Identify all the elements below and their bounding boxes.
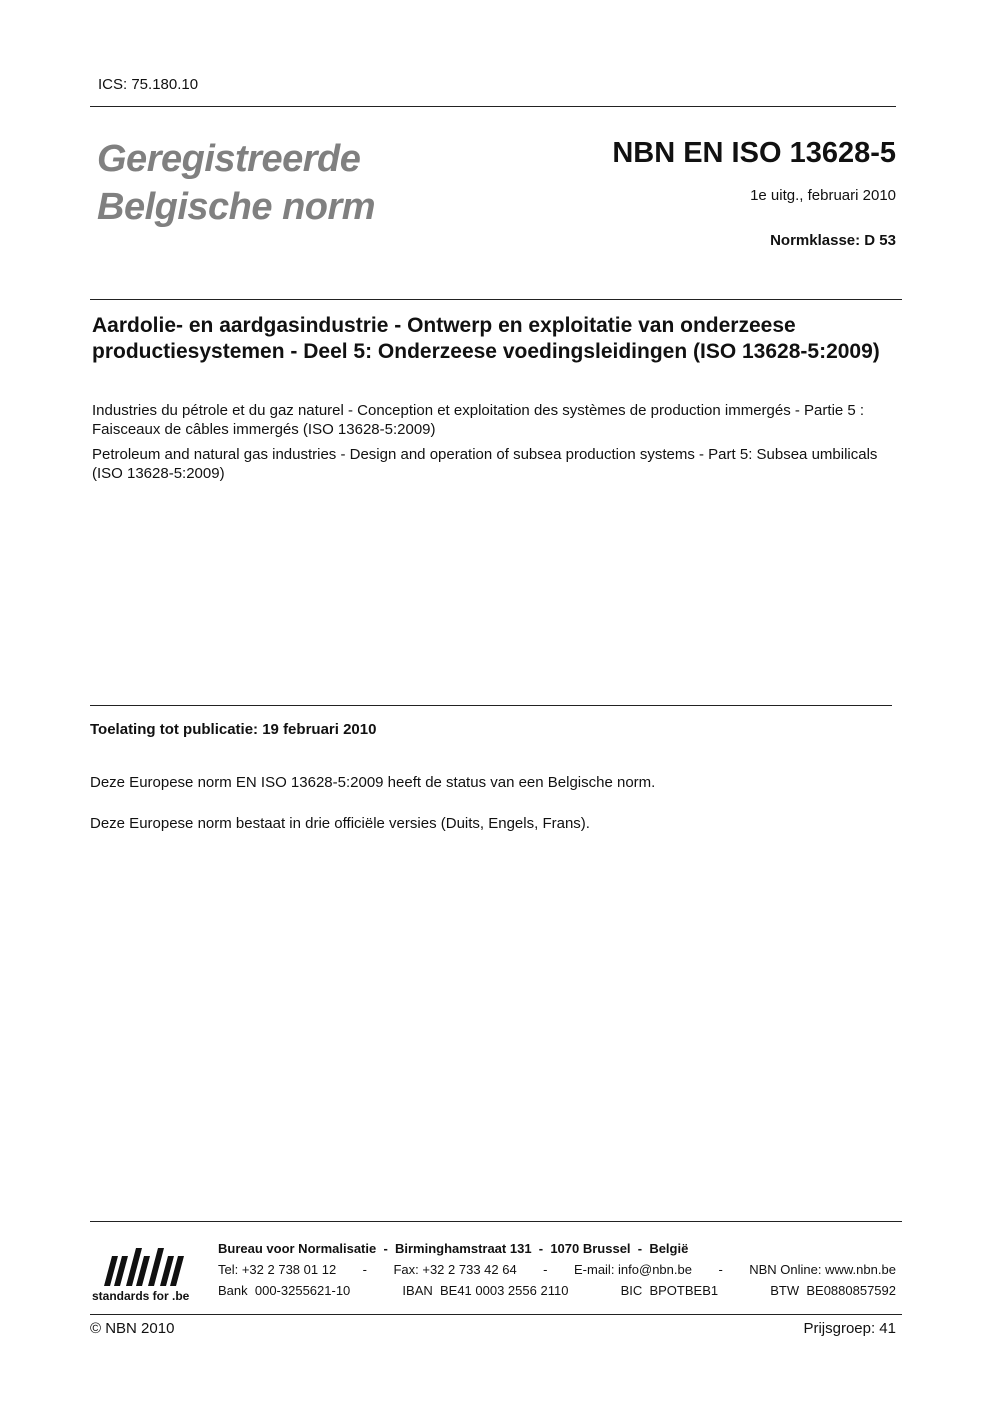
logo-tagline: standards for .be <box>92 1289 190 1303</box>
footer-iban: IBAN BE41 0003 2556 2110 <box>402 1283 569 1298</box>
nbn-logo-mark <box>90 1246 204 1304</box>
top-rule <box>90 106 896 107</box>
title-top-rule <box>90 299 902 300</box>
footer-bank <box>218 1283 896 1298</box>
nbn-logo <box>90 1246 204 1304</box>
footer-top-rule <box>90 1221 902 1222</box>
footer-email: E-mail: info@nbn.be <box>573 1262 692 1277</box>
title-dutch: Aardolie- en aardgasindustrie - Ontwerp en exploitatie van onderzeese productiesystemen - Deel 5: Onderzeese voedingsleidingen (ISO 13628-5:2009) <box>92 314 880 363</box>
footer-address: Bureau voor Normalisatie - Birminghamstraat 131 - 1070 Brussel - België <box>218 1241 689 1256</box>
title-english: Petroleum and natural gas industries - Design and operation of subsea production systems - Part 5: Subsea umbilicals (ISO 13628-5:2009) <box>92 446 878 482</box>
footer-sep: - <box>543 1262 548 1277</box>
footer-sep: - <box>362 1262 367 1277</box>
footer-fax: Fax: +32 2 733 42 64 <box>393 1262 517 1277</box>
footer-contact <box>218 1262 896 1277</box>
footer-sep: - <box>718 1262 723 1277</box>
standard-number: NBN EN ISO 13628-5 <box>612 137 896 169</box>
body-top-rule <box>90 705 892 706</box>
footer-online: NBN Online: www.nbn.be <box>749 1262 896 1277</box>
footer-bank-account: Bank 000-3255621-10 <box>218 1283 351 1298</box>
publication-approval: Toelating tot publicatie: 19 februari 2010 <box>90 721 377 738</box>
title-french: Industries du pétrole et du gaz naturel - Conception et exploitation des systèmes de production immergés - Partie 5 : Faisceaux de câbles immergés (ISO 13628-5:2009) <box>92 402 865 438</box>
registered-standard-label-line2: Belgische norm <box>97 186 376 228</box>
footer-tel: Tel: +32 2 738 01 12 <box>218 1262 337 1277</box>
edition-date: 1e uitg., februari 2010 <box>750 187 896 204</box>
footer-bottom-rule <box>90 1314 902 1315</box>
registered-standard-label-line1: Geregistreerde <box>97 138 361 180</box>
ics-code: ICS: 75.180.10 <box>98 76 199 93</box>
price-group: Prijsgroep: 41 <box>803 1320 896 1337</box>
versions-statement: Deze Europese norm bestaat in drie officiële versies (Duits, Engels, Frans). <box>90 815 590 832</box>
footer-bic: BIC BPOTBEB1 <box>620 1283 719 1298</box>
norm-class: Normklasse: D 53 <box>770 232 896 249</box>
copyright: © NBN 2010 <box>90 1320 175 1337</box>
status-statement: Deze Europese norm EN ISO 13628-5:2009 heeft de status van een Belgische norm. <box>90 774 656 791</box>
footer-vat: BTW BE0880857592 <box>770 1283 896 1298</box>
